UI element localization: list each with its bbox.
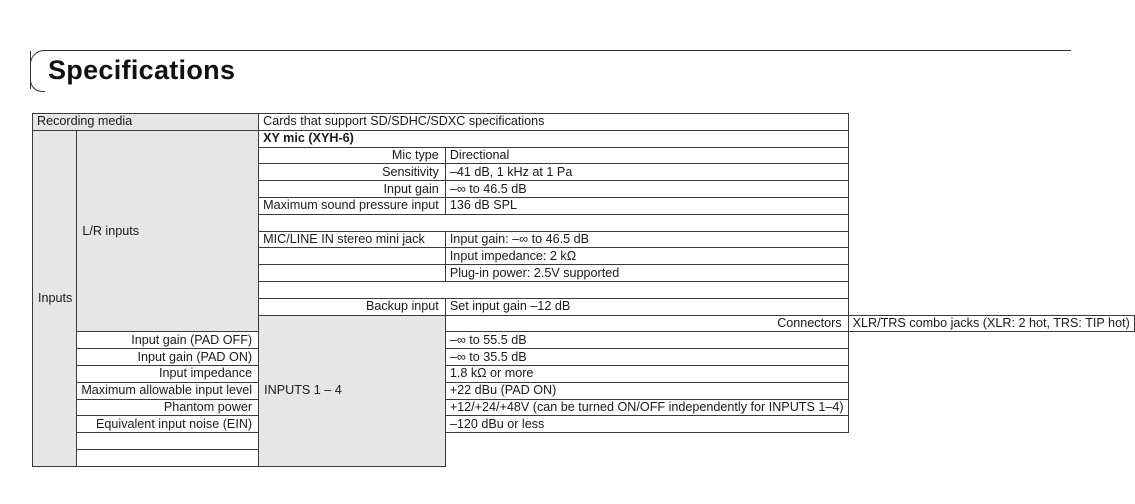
jack-label: MIC/LINE IN stereo mini jack [259, 231, 446, 248]
blank-cell [259, 281, 848, 298]
table-row [33, 349, 1135, 366]
table-row [33, 449, 1135, 466]
blank-cell [77, 449, 446, 466]
recording-media-label: Recording media [33, 114, 259, 131]
inputs-label: Inputs [33, 130, 77, 466]
specifications-table [32, 113, 1135, 467]
spec-label: Input gain [259, 181, 446, 198]
table-row [33, 382, 1135, 399]
spec-value: Input impedance: 2 kΩ [445, 248, 848, 265]
spec-value: 1.8 kΩ or more [445, 365, 848, 382]
spec-value: Set input gain –12 dB [445, 298, 848, 315]
recording-media-value: Cards that support SD/SDHC/SDXC specifications [259, 114, 848, 131]
spec-value: –∞ to 55.5 dB [445, 332, 848, 349]
page-title-tab [30, 50, 1064, 90]
spec-label: Maximum sound pressure input [259, 197, 446, 214]
spec-value: –120 dBu or less [445, 416, 848, 433]
spec-value: 136 dB SPL [445, 197, 848, 214]
spec-value: –∞ to 35.5 dB [445, 349, 848, 366]
spec-label: Input gain (PAD ON) [77, 349, 259, 366]
spec-label: Mic type [259, 147, 446, 164]
lr-inputs-label: L/R inputs [77, 130, 259, 332]
blank-cell [259, 265, 446, 282]
xy-mic-heading: XY mic (XYH-6) [259, 130, 848, 147]
spec-value: XLR/TRS combo jacks (XLR: 2 hot, TRS: TIP hot) [848, 315, 1134, 332]
spec-label: Phantom power [77, 399, 259, 416]
spec-label: Input gain (PAD OFF) [77, 332, 259, 349]
spec-label: Connectors [445, 315, 848, 332]
blank-cell [77, 433, 446, 450]
page-title: Specifications [48, 55, 236, 85]
blank-cell [259, 214, 848, 231]
spec-value: –41 dB, 1 kHz at 1 Pa [445, 164, 848, 181]
spec-label: Maximum allowable input level [77, 382, 259, 399]
table-row [33, 365, 1135, 382]
spec-value: –∞ to 46.5 dB [445, 181, 848, 198]
spec-label: Equivalent input noise (EIN) [77, 416, 259, 433]
inputs-1-4-label: INPUTS 1 – 4 [259, 315, 446, 466]
table-row [33, 114, 1135, 131]
spec-value: +12/+24/+48V (can be turned ON/OFF independently for INPUTS 1–4) [445, 399, 848, 416]
table-row [33, 399, 1135, 416]
blank-cell [259, 248, 446, 265]
spec-value: Directional [445, 147, 848, 164]
spec-value: Input gain: –∞ to 46.5 dB [445, 231, 848, 248]
spec-value: +22 dBu (PAD ON) [445, 382, 848, 399]
table-row [33, 433, 1135, 450]
table-row [33, 416, 1135, 433]
spec-label: Input impedance [77, 365, 259, 382]
table-row [33, 130, 1135, 147]
spec-label: Sensitivity [259, 164, 446, 181]
table-row [33, 332, 1135, 349]
spec-value: Plug-in power: 2.5V supported [445, 265, 848, 282]
spec-label: Backup input [259, 298, 446, 315]
